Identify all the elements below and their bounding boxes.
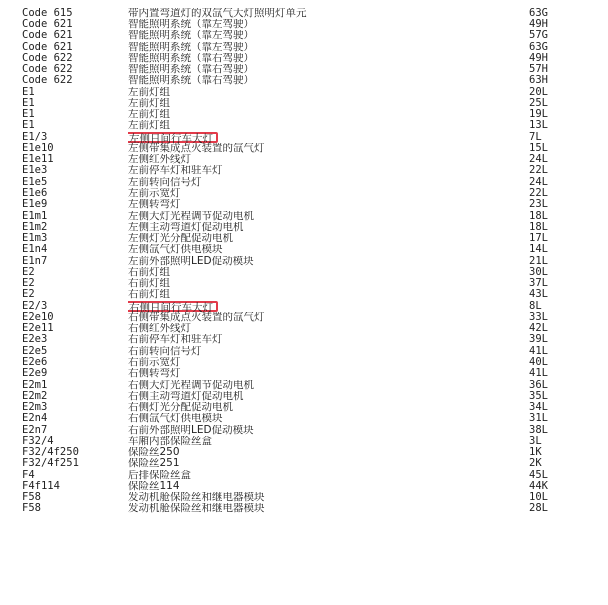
component-description: 智能照明系统（靠右驾驶）	[128, 52, 254, 64]
component-code: E1m1	[22, 210, 48, 222]
grid-reference: 49H	[529, 19, 548, 31]
grid-reference: 41L	[529, 368, 548, 380]
table-row	[22, 357, 602, 368]
component-code: E1m2	[22, 221, 48, 233]
grid-reference: 20L	[529, 86, 548, 98]
component-code: E2/3	[22, 300, 48, 312]
grid-reference: 22L	[529, 165, 548, 177]
grid-reference: 1K	[529, 447, 542, 459]
component-code: F32/4f251	[22, 458, 79, 470]
component-code: E1	[22, 120, 35, 132]
component-code: Code 622	[22, 64, 73, 76]
component-code: E2e5	[22, 345, 48, 357]
component-description: 左前灯组	[128, 97, 170, 109]
table-row	[22, 199, 602, 210]
grid-reference: 45L	[529, 469, 548, 481]
grid-reference: 39L	[529, 334, 548, 346]
table-row	[22, 143, 602, 154]
component-description: 右前示宽灯	[128, 357, 181, 368]
component-code: E1	[22, 97, 35, 109]
table-row	[22, 177, 602, 188]
table-row	[22, 413, 602, 424]
component-description: 右侧转弯灯	[128, 368, 181, 380]
component-description: 右侧主动弯道灯促动电机	[128, 390, 244, 402]
component-code: E2e9	[22, 368, 48, 380]
grid-reference: 42L	[529, 323, 548, 335]
table-row	[22, 244, 602, 255]
component-description: 左侧转弯灯	[128, 199, 181, 211]
component-description: 智能照明系统（靠右驾驶）	[128, 75, 254, 87]
table-row	[22, 470, 602, 481]
component-description: 发动机舱保险丝和继电器模块	[128, 503, 265, 515]
component-description: 左前外部照明LED促动模块	[128, 255, 254, 267]
grid-reference: 19L	[529, 109, 548, 121]
component-code: E2e11	[22, 323, 54, 335]
table-row	[22, 256, 602, 267]
component-code: E1e5	[22, 176, 48, 188]
component-description: 右前停车灯和驻车灯	[128, 334, 223, 346]
component-code-table	[22, 0, 602, 515]
component-description: 保险丝250	[128, 447, 180, 459]
component-code: E1e6	[22, 188, 48, 200]
grid-reference: 63H	[529, 75, 548, 87]
grid-reference: 34L	[529, 402, 548, 414]
grid-reference: 28L	[529, 503, 548, 515]
grid-reference: 18L	[529, 221, 548, 233]
component-code: E2e10	[22, 311, 54, 323]
table-row	[22, 436, 602, 447]
table-row	[22, 402, 602, 413]
grid-reference: 24L	[529, 154, 548, 166]
table-row	[22, 109, 602, 120]
grid-reference: 24L	[529, 176, 548, 188]
grid-reference: 57H	[529, 64, 548, 76]
component-description: 右前外部照明LED促动模块	[128, 424, 254, 436]
grid-reference: 7L	[529, 131, 542, 143]
table-row	[22, 211, 602, 222]
grid-reference: 44K	[529, 480, 548, 492]
component-description: 带内置弯道灯的双氙气大灯照明灯单元	[128, 7, 307, 19]
table-row	[22, 42, 602, 53]
table-row	[22, 481, 602, 492]
grid-reference: 57G	[529, 30, 548, 42]
table-row	[22, 289, 602, 300]
grid-reference: 13L	[529, 120, 548, 132]
table-row	[22, 120, 602, 131]
component-code: E1	[22, 86, 35, 98]
component-code: E1/3	[22, 131, 48, 143]
component-code: Code 622	[22, 75, 73, 87]
component-description: 右侧氙气灯供电模块	[128, 413, 223, 425]
table-row	[22, 75, 602, 86]
grid-reference: 35L	[529, 390, 548, 402]
component-code: E1e10	[22, 142, 54, 154]
component-code: E1m3	[22, 233, 48, 245]
grid-reference: 33L	[529, 311, 548, 323]
table-row	[22, 0, 602, 8]
component-code: Code 621	[22, 41, 73, 53]
component-code: F4f114	[22, 480, 60, 492]
component-code: F32/4f250	[22, 447, 79, 459]
component-code: Code 621	[22, 19, 73, 31]
grid-reference: 3L	[529, 435, 542, 447]
table-row	[22, 368, 602, 379]
component-code: F58	[22, 503, 41, 515]
component-description: 左前灯组	[128, 120, 170, 132]
grid-reference: 18L	[529, 210, 548, 222]
table-row	[22, 233, 602, 244]
component-code: E2	[22, 266, 35, 278]
component-code: E2	[22, 278, 35, 290]
table-row	[22, 458, 602, 469]
component-description: 车厢内部保险丝盒	[128, 435, 212, 447]
component-description: 左侧主动弯道灯促动电机	[128, 221, 244, 233]
component-code: E2	[22, 289, 35, 301]
component-description: 右侧灯光分配促动电机	[128, 402, 233, 414]
table-row	[22, 98, 602, 109]
component-code: Code 621	[22, 30, 73, 42]
table-row	[22, 222, 602, 233]
component-description: 左侧大灯光程调节促动电机	[128, 210, 254, 222]
table-row	[22, 447, 602, 458]
component-code: E1e11	[22, 154, 54, 166]
grid-reference: 10L	[529, 492, 548, 504]
grid-reference: 8L	[529, 300, 542, 312]
component-description: 右侧红外线灯	[128, 323, 191, 335]
component-description: 左侧带集成点火装置的氙气灯	[128, 142, 265, 154]
grid-reference: 63G	[529, 7, 548, 19]
component-code: F32/4	[22, 435, 54, 447]
table-row	[22, 503, 602, 514]
grid-reference: 41L	[529, 345, 548, 357]
table-row	[22, 267, 602, 278]
component-code: E2e6	[22, 357, 48, 368]
component-code: Code 615	[22, 7, 73, 19]
component-code: E1n7	[22, 255, 48, 267]
table-row	[22, 19, 602, 30]
component-code: E1	[22, 109, 35, 121]
component-code: E2m3	[22, 402, 48, 414]
component-description: 右前灯组	[128, 278, 170, 290]
component-description: 保险丝114	[128, 480, 180, 492]
component-description: 发动机舱保险丝和继电器模块	[128, 492, 265, 504]
table-row	[22, 278, 602, 289]
table-row	[22, 154, 602, 165]
component-description: 智能照明系统（靠右驾驶）	[128, 64, 254, 76]
grid-reference: 63G	[529, 41, 548, 53]
component-code: E1e9	[22, 199, 48, 211]
component-code: E2m1	[22, 379, 48, 391]
grid-reference: 43L	[529, 289, 548, 301]
component-description: 左前停车灯和驻车灯	[128, 165, 223, 177]
grid-reference: 25L	[529, 97, 548, 109]
component-description: 右前灯组	[128, 289, 170, 301]
component-description: 左侧灯光分配促动电机	[128, 233, 233, 245]
highlight-box: 右侧日间行车大灯	[128, 301, 218, 312]
table-row	[22, 380, 602, 391]
component-description: 后排保险丝盒	[128, 469, 191, 481]
component-description: 左前示宽灯	[128, 188, 181, 200]
component-code: E2n4	[22, 413, 48, 425]
component-description: 右前转向信号灯	[128, 345, 202, 357]
component-description: 左侧氙气灯供电模块	[128, 244, 223, 256]
component-description: 左前灯组	[128, 86, 170, 98]
component-description: 右侧带集成点火装置的氙气灯	[128, 311, 265, 323]
grid-reference: 38L	[529, 424, 548, 436]
table-row	[22, 312, 602, 323]
table-row	[22, 391, 602, 402]
table-row	[22, 492, 602, 503]
table-row	[22, 188, 602, 199]
component-description: 智能照明系统（靠左驾驶）	[128, 41, 254, 53]
table-row	[22, 165, 602, 176]
table-row	[22, 334, 602, 345]
table-row-highlighted	[22, 132, 602, 143]
grid-reference: 21L	[529, 255, 548, 267]
grid-reference: 17L	[529, 233, 548, 245]
table-row	[22, 53, 602, 64]
grid-reference: 15L	[529, 142, 548, 154]
component-description: 左前转向信号灯	[128, 176, 202, 188]
component-description: 右前灯组	[128, 266, 170, 278]
component-code: Code 622	[22, 52, 73, 64]
component-description: 右侧大灯光程调节促动电机	[128, 379, 254, 391]
highlight-box: 左侧日间行车大灯	[128, 132, 218, 143]
table-row	[22, 87, 602, 98]
grid-reference: 36L	[529, 379, 548, 391]
table-row	[22, 30, 602, 41]
table-row	[22, 346, 602, 357]
component-description: 智能照明系统（靠左驾驶）	[128, 19, 254, 31]
component-code: F58	[22, 492, 41, 504]
component-description: 保险丝251	[128, 458, 180, 470]
table-row	[22, 8, 602, 19]
table-row	[22, 64, 602, 75]
component-description: 智能照明系统（靠左驾驶）	[128, 30, 254, 42]
table-row-highlighted	[22, 301, 602, 312]
grid-reference: 49H	[529, 52, 548, 64]
component-code: E2m2	[22, 390, 48, 402]
grid-reference: 14L	[529, 244, 548, 256]
grid-reference: 37L	[529, 278, 548, 290]
grid-reference: 31L	[529, 413, 548, 425]
component-code: E2n7	[22, 424, 48, 436]
grid-reference: 22L	[529, 188, 548, 200]
grid-reference: 23L	[529, 199, 548, 211]
table-row	[22, 425, 602, 436]
component-description: 左前灯组	[128, 109, 170, 121]
component-code: E1n4	[22, 244, 48, 256]
component-code: E2e3	[22, 334, 48, 346]
grid-reference: 2K	[529, 458, 542, 470]
table-row	[22, 323, 602, 334]
grid-reference: 30L	[529, 266, 548, 278]
grid-reference: 40L	[529, 357, 548, 368]
component-code: E1e3	[22, 165, 48, 177]
component-description: 左侧红外线灯	[128, 154, 191, 166]
component-code: F4	[22, 469, 35, 481]
